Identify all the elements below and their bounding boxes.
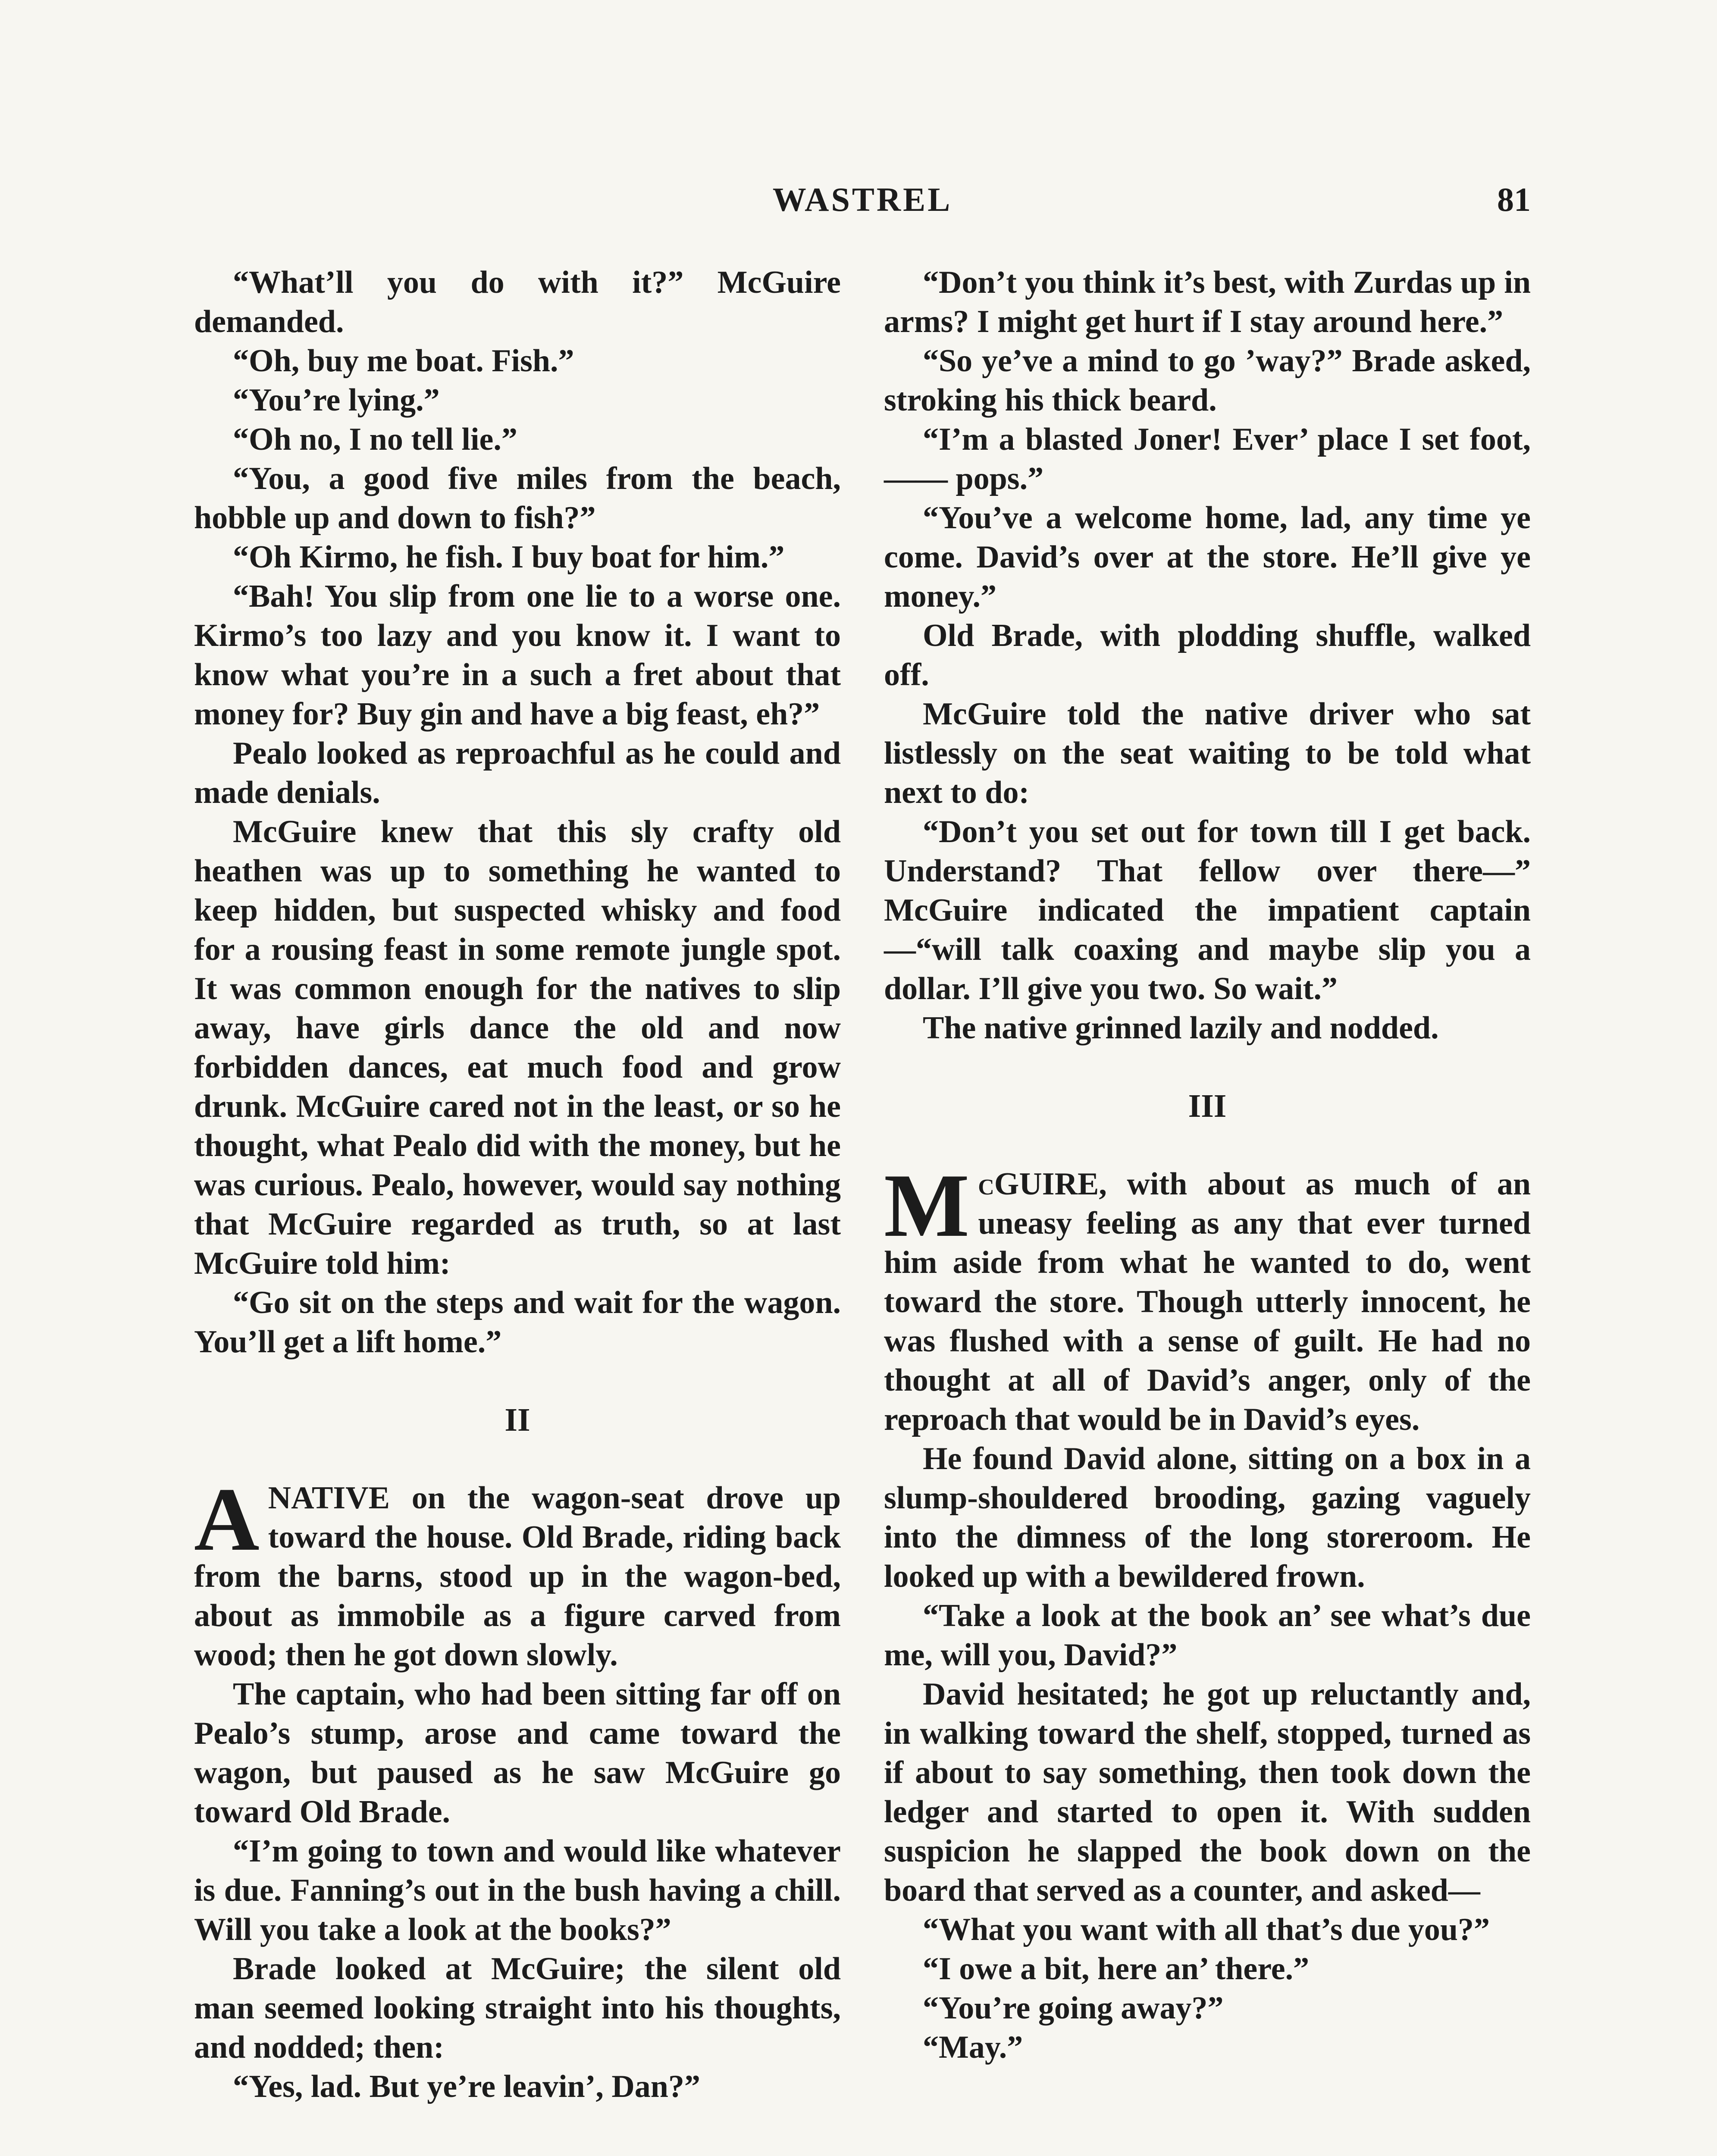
section-iii-opening <box>884 1156 1531 1439</box>
section-heading-ii: II <box>504 1402 530 1438</box>
paragraph: The native grinned lazily and nodded. <box>923 1010 1439 1046</box>
paragraph: “I’m a blasted Joner! Ever’ place I set foot, —— pops.” <box>884 422 1531 496</box>
paragraph: “So ye’ve a mind to go ’way?” Brade asked, stroking his thick beard. <box>884 343 1531 418</box>
section-ii-opening <box>194 1470 841 1675</box>
paragraph: He found David alone, sitting on a box in a slump-shouldered brooding, gazing vaguely into the dimness of the long storeroom. He looked up with a bewildered frown. <box>884 1441 1531 1594</box>
drop-cap: M <box>884 1156 970 1256</box>
left-paragraphs-b <box>194 1675 841 2106</box>
opening-small-caps: cGUIRE, <box>978 1166 1107 1202</box>
left-paragraphs-a <box>194 263 841 1362</box>
right-paragraphs-a <box>884 263 1531 1048</box>
paragraph: Pealo looked as reproachful as he could and made denials. <box>194 736 841 810</box>
paragraph: McGuire knew that this sly crafty old heathen was up to something he wanted to keep hidden, but suspected whisky and food for a rousing feast in some remote jungle spot. It was common enough for the natives to slip away, have girls dance the old and now forbidden dances, eat much food and grow drunk. McGuire cared not in the least, or so he thought, what Pealo did with the money, but he was curious. Pealo, however, would say nothing that McGuire regarded as truth, so at last McGuire told him: <box>194 814 841 1281</box>
left-column <box>194 263 841 2106</box>
paragraph: “Don’t you set out for town till I get back. Understand? That fellow over there—” McGuire indicated the impatient captain—“will talk coaxing and maybe slip you a dollar. I’ll give you two. So wait.” <box>884 814 1531 1006</box>
paragraph: “I owe a bit, here an’ there.” <box>923 1951 1310 1987</box>
paragraph: The captain, who had been sitting far off on Pealo’s stump, arose and came toward the wagon, but paused as he saw McGuire go toward Old Brade. <box>194 1677 841 1830</box>
paragraph: “Yes, lad. But ye’re leavin’, Dan?” <box>233 2069 700 2104</box>
paragraph: “I’m going to town and would like whatever is due. Fanning’s out in the bush having a chill. Will you take a look at the books?” <box>194 1833 841 1947</box>
drop-cap: A <box>194 1470 260 1570</box>
right-paragraphs-b <box>884 1439 1531 2067</box>
paragraph: “Take a look at the book an’ see what’s due me, will you, David?” <box>884 1598 1531 1673</box>
paragraph: “Don’t you think it’s best, with Zurdas up in arms? I might get hurt if I stay around here.” <box>884 265 1531 339</box>
paragraph: Old Brade, with plodding shuffle, walked off. <box>884 618 1531 693</box>
paragraph: “You’ve a welcome home, lad, any time ye come. David’s over at the store. He’ll give ye money.” <box>884 500 1531 614</box>
right-column <box>884 263 1531 2067</box>
opening-small-caps: NATIVE <box>268 1480 390 1516</box>
paragraph: David hesitated; he got up reluctantly and, in walking toward the shelf, stopped, turned as if about to say something, then took down the ledger and started to open it. With sudden suspicion he slapped the book down on the board that served as a counter, and asked— <box>884 1677 1531 1908</box>
paragraph: “You’re lying.” <box>233 382 440 418</box>
paragraph: “Go sit on the steps and wait for the wagon. You’ll get a lift home.” <box>194 1285 841 1360</box>
paragraph: “What’ll you do with it?” McGuire demanded. <box>194 265 841 339</box>
paragraph: “Oh Kirmo, he fish. I buy boat for him.” <box>233 539 785 575</box>
paragraph: McGuire told the native driver who sat listlessly on the seat waiting to be told what next to do: <box>884 696 1531 810</box>
paragraph: “You’re going away?” <box>923 1990 1224 2026</box>
running-title: WASTREL <box>772 181 952 218</box>
paragraph: “May.” <box>923 2030 1023 2065</box>
page-header <box>194 180 1531 219</box>
section-heading-iii: III <box>1188 1088 1227 1124</box>
opening-text: with about as much of an uneasy feeling as any that ever turned him aside from what he wanted to do, went toward the store. Though utterly innocent, he was flushed with a sense of guilt. He had no thought at all of David’s anger, only of the reproach that would be in David’s eyes. <box>884 1166 1531 1437</box>
paragraph: “Bah! You slip from one lie to a worse one. Kirmo’s too lazy and you know it. I want to know what you’re in a such a fret about that money for? Buy gin and have a big feast, eh?” <box>194 579 841 732</box>
paragraph: “What you want with all that’s due you?” <box>923 1912 1490 1947</box>
page-number: 81 <box>1497 181 1531 218</box>
paragraph: “You, a good five miles from the beach, hobble up and down to fish?” <box>194 461 841 536</box>
paragraph: Brade looked at McGuire; the silent old man seemed looking straight into his thoughts, and nodded; then: <box>194 1951 841 2065</box>
opening-text: on the wagon-seat drove up toward the house. Old Brade, riding back from the barns, stood up in the wagon-bed, about as immobile as a figure carved from wood; then he got down slowly. <box>194 1480 841 1673</box>
paragraph: “Oh, buy me boat. Fish.” <box>233 343 574 379</box>
paragraph: “Oh no, I no tell lie.” <box>233 422 517 457</box>
